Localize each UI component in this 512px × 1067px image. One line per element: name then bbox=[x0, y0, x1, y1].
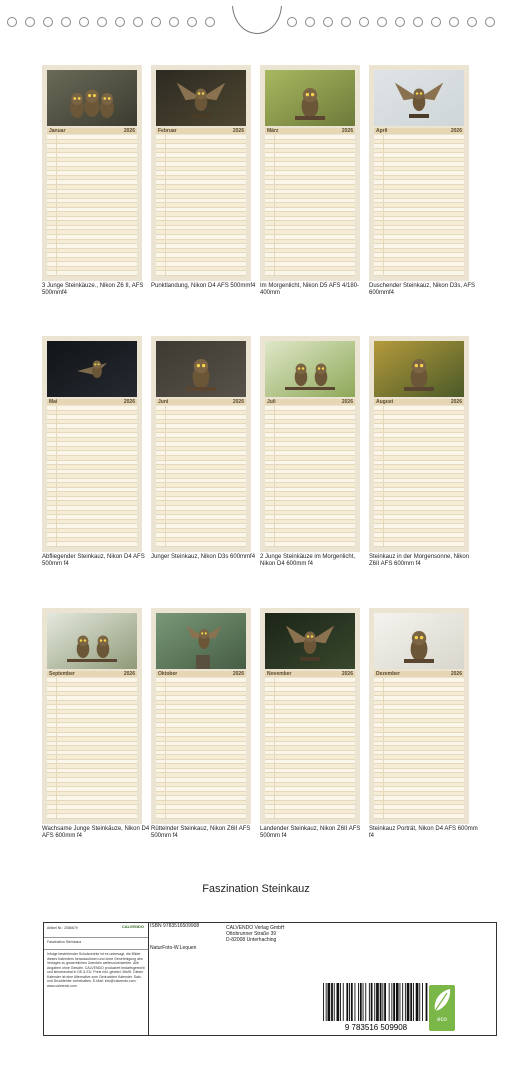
binding-hole bbox=[323, 17, 333, 27]
month-year: 2026 bbox=[123, 399, 135, 405]
month-photo bbox=[47, 341, 137, 397]
month-name: Januar bbox=[49, 128, 66, 134]
barcode-bar bbox=[405, 983, 406, 1021]
month-header bbox=[374, 671, 464, 677]
month-photo bbox=[265, 613, 355, 669]
month-name: Juli bbox=[267, 399, 276, 405]
month-frame bbox=[260, 336, 360, 552]
day-row bbox=[47, 271, 137, 276]
month-year: 2026 bbox=[450, 128, 462, 134]
photo-caption: Duschender Steinkauz, Nikon D3s, AFS 600mmf4 bbox=[369, 283, 476, 296]
day-row bbox=[374, 271, 464, 276]
day-grid bbox=[265, 135, 355, 276]
binding-hole bbox=[133, 17, 143, 27]
back-calendar-title: Faszination Steinkauz bbox=[44, 938, 148, 950]
day-row bbox=[265, 542, 355, 547]
month-name: August bbox=[376, 399, 394, 405]
photo-caption: Steinkauz in der Morgensonne, Nikon Z6II AFS 600mm f4 bbox=[369, 554, 470, 567]
binding-hole bbox=[395, 17, 405, 27]
month-header bbox=[265, 671, 355, 677]
month-frame bbox=[151, 65, 251, 281]
photographer: NaturFoto-W.Lequen bbox=[150, 944, 197, 951]
binding-hole bbox=[413, 17, 423, 27]
month-frame bbox=[151, 336, 251, 552]
back-left-column bbox=[44, 923, 149, 1035]
binding-hole bbox=[169, 17, 179, 27]
barcode-graphic bbox=[321, 981, 431, 1033]
month-photo bbox=[265, 70, 355, 126]
barcode-bar bbox=[413, 983, 414, 1021]
month-photo bbox=[265, 341, 355, 397]
owl-photo-graphic bbox=[47, 613, 137, 669]
month-header bbox=[47, 128, 137, 134]
month-name: Mai bbox=[49, 399, 58, 405]
binding-hole bbox=[7, 17, 17, 27]
photo-caption: Steinkauz Porträt, Nikon D4 AFS 600mm f4 bbox=[369, 826, 478, 839]
month-name: Oktober bbox=[158, 671, 178, 677]
barcode-bar bbox=[360, 983, 362, 1021]
publisher-address bbox=[226, 925, 285, 943]
day-row bbox=[47, 542, 137, 547]
barcode-bar bbox=[346, 983, 348, 1021]
day-grid bbox=[156, 678, 246, 819]
month-header bbox=[156, 671, 246, 677]
owl-photo-graphic bbox=[156, 70, 246, 126]
day-row bbox=[156, 814, 246, 819]
binding-hole bbox=[377, 17, 387, 27]
month-year: 2026 bbox=[232, 128, 244, 134]
month-name: März bbox=[267, 128, 279, 134]
binding-hole bbox=[431, 17, 441, 27]
month-year: 2026 bbox=[123, 671, 135, 677]
binding-hole bbox=[79, 17, 89, 27]
barcode-bar bbox=[334, 983, 335, 1021]
month-name: April bbox=[376, 128, 388, 134]
barcode-bar bbox=[326, 983, 327, 1021]
day-grid bbox=[265, 406, 355, 547]
back-middle-column bbox=[150, 923, 199, 951]
photo-caption: 3 Junge Steinkäuze., Nikon Z6 II, AFS 500mmf4 bbox=[42, 283, 144, 296]
binding-hole bbox=[187, 17, 197, 27]
binding-hole bbox=[449, 17, 459, 27]
month-photo bbox=[47, 70, 137, 126]
month-year: 2026 bbox=[123, 128, 135, 134]
month-header bbox=[156, 128, 246, 134]
day-row bbox=[47, 814, 137, 819]
month-frame bbox=[369, 336, 469, 552]
month-frame bbox=[42, 608, 142, 824]
month-year: 2026 bbox=[450, 399, 462, 405]
month-frame bbox=[260, 608, 360, 824]
barcode-bar bbox=[410, 983, 412, 1021]
owl-photo-graphic bbox=[47, 341, 137, 397]
barcode-bar bbox=[402, 983, 403, 1021]
binding-hole bbox=[467, 17, 477, 27]
photo-caption: Punktlandung, Nikon D4 AFS 500mmf4 bbox=[151, 283, 256, 289]
month-photo bbox=[156, 341, 246, 397]
barcode-bar bbox=[365, 983, 366, 1021]
barcode-bar bbox=[426, 983, 428, 1021]
barcode-bar bbox=[355, 983, 356, 1021]
photo-caption: Rüttelnder Steinkauz, Nikon Z6II AFS 500mm f4 bbox=[151, 826, 251, 839]
photo-caption: Wachsame Junge Steinkäuze, Nikon D4 AFS 600mm f4 bbox=[42, 826, 150, 839]
barcode-bar bbox=[363, 983, 364, 1021]
barcode-bar bbox=[349, 983, 350, 1021]
month-frame bbox=[369, 608, 469, 824]
owl-photo-graphic bbox=[374, 341, 464, 397]
photo-caption: Abfliegender Steinkauz, Nikon D4 AFS 500mm f4 bbox=[42, 554, 145, 567]
day-grid bbox=[47, 678, 137, 819]
photo-caption: Junger Steinkauz, Nikon D3s 600mmf4 bbox=[151, 554, 256, 560]
binding-hole bbox=[485, 17, 495, 27]
barcode-bar bbox=[337, 983, 340, 1021]
binding-strip bbox=[0, 0, 512, 40]
binding-hole bbox=[25, 17, 35, 27]
binding-hole bbox=[341, 17, 351, 27]
barcode-bar bbox=[369, 983, 370, 1021]
barcode-bar bbox=[371, 983, 373, 1021]
legal-text: Infolge bestehender Schutzrechte ist es untersagt, die Bilder dieses Kalenders herauszulösen und ohne Genehmigung des Verlages zu gewerblichen Zwecken weiterzuverwerten. Alle Angaben ohne Gewähr. CALVENDO produziert bedarfsgerecht und klimaneutral in DE & EU. Preis inkl. gesetzl. MwSt. Dieser Kalender ist eine Alternative zum Gedruckten Kalender. Satz- und Druckfehler vorbehalten. E-Mail: info@calvendo.com · www.calvendo.com bbox=[47, 952, 145, 988]
binding-hole bbox=[205, 17, 215, 27]
month-name: Dezember bbox=[376, 671, 400, 677]
barcode-bar bbox=[343, 983, 344, 1021]
barcode-bar bbox=[380, 983, 382, 1021]
publisher-city: D-82008 Unterhaching bbox=[226, 937, 277, 943]
month-year: 2026 bbox=[341, 671, 353, 677]
owl-photo-graphic bbox=[47, 70, 137, 126]
month-header bbox=[47, 399, 137, 405]
leaf-icon bbox=[429, 985, 455, 1015]
month-photo bbox=[374, 613, 464, 669]
barcode-bar bbox=[419, 983, 420, 1021]
binding-hole bbox=[43, 17, 53, 27]
photo-caption: Landender Steinkauz, Nikon Z6II AFS 500mm f4 bbox=[260, 826, 361, 839]
barcode-bar bbox=[351, 983, 353, 1021]
eco-label bbox=[429, 985, 455, 1031]
barcode-bar bbox=[389, 983, 390, 1021]
owl-photo-graphic bbox=[156, 341, 246, 397]
barcode-bar bbox=[376, 983, 379, 1021]
month-header bbox=[265, 399, 355, 405]
day-grid bbox=[265, 678, 355, 819]
isbn: ISBN 9783516509908 bbox=[150, 923, 200, 929]
barcode-bar bbox=[422, 983, 423, 1021]
month-photo bbox=[374, 341, 464, 397]
article-number: Artikel Nr.: 2086679 bbox=[47, 926, 78, 930]
month-header bbox=[265, 128, 355, 134]
month-name: September bbox=[49, 671, 75, 677]
day-row bbox=[265, 814, 355, 819]
day-row bbox=[265, 271, 355, 276]
binding-hole bbox=[287, 17, 297, 27]
month-photo bbox=[47, 613, 137, 669]
calendar-title: Faszination Steinkauz bbox=[202, 883, 310, 895]
month-header bbox=[156, 399, 246, 405]
month-header bbox=[374, 399, 464, 405]
day-grid bbox=[47, 406, 137, 547]
month-frame bbox=[260, 65, 360, 281]
binding-hole bbox=[97, 17, 107, 27]
month-year: 2026 bbox=[450, 671, 462, 677]
month-frame bbox=[42, 65, 142, 281]
month-name: Februar bbox=[158, 128, 177, 134]
month-frame bbox=[42, 336, 142, 552]
barcode bbox=[321, 981, 431, 1033]
back-cover-info bbox=[43, 922, 497, 1036]
day-grid bbox=[156, 406, 246, 547]
month-frame bbox=[369, 65, 469, 281]
publisher-street: Ottobrunner Straße 39 bbox=[226, 931, 277, 937]
barcode-bar bbox=[328, 983, 331, 1021]
photo-caption: Im Morgenlicht, Nikon D5 AFS 4/180-400mm bbox=[260, 283, 360, 296]
hanger-mask bbox=[226, 0, 286, 6]
barcode-bar bbox=[400, 983, 401, 1021]
day-grid bbox=[374, 135, 464, 276]
month-photo bbox=[374, 70, 464, 126]
owl-photo-graphic bbox=[374, 613, 464, 669]
barcode-number: 9 783516 509908 bbox=[344, 1023, 408, 1032]
barcode-bar bbox=[391, 983, 392, 1021]
month-name: November bbox=[267, 671, 292, 677]
owl-photo-graphic bbox=[265, 341, 355, 397]
publisher-logo: CALVENDO bbox=[121, 924, 144, 929]
barcode-bar bbox=[407, 983, 410, 1021]
owl-photo-graphic bbox=[374, 70, 464, 126]
day-row bbox=[374, 542, 464, 547]
day-row bbox=[374, 814, 464, 819]
binding-hole bbox=[359, 17, 369, 27]
barcode-bar bbox=[323, 983, 324, 1021]
barcode-bar bbox=[384, 983, 386, 1021]
day-row bbox=[156, 542, 246, 547]
month-header bbox=[374, 128, 464, 134]
month-name: Juni bbox=[158, 399, 169, 405]
binding-hole bbox=[61, 17, 71, 27]
eco-text: eco bbox=[437, 1017, 447, 1023]
binding-hole bbox=[115, 17, 125, 27]
binding-hole bbox=[305, 17, 315, 27]
barcode-bar bbox=[382, 983, 383, 1021]
day-grid bbox=[374, 406, 464, 547]
barcode-bar bbox=[416, 983, 419, 1021]
barcode-bar bbox=[340, 983, 341, 1021]
day-grid bbox=[156, 135, 246, 276]
month-photo bbox=[156, 70, 246, 126]
barcode-bar bbox=[374, 983, 375, 1021]
barcode-bar bbox=[396, 983, 399, 1021]
photo-caption: 2 Junge Steinkäuze im Morgenlicht, Nikon D4 600mm f4 bbox=[260, 554, 356, 567]
barcode-bar bbox=[358, 983, 359, 1021]
barcode-bar bbox=[393, 983, 395, 1021]
owl-photo-graphic bbox=[156, 613, 246, 669]
month-year: 2026 bbox=[341, 128, 353, 134]
month-header bbox=[47, 671, 137, 677]
day-grid bbox=[374, 678, 464, 819]
month-photo bbox=[156, 613, 246, 669]
publisher-name: CALVENDO Verlag GmbH bbox=[226, 925, 285, 931]
owl-photo-graphic bbox=[265, 70, 355, 126]
month-year: 2026 bbox=[232, 399, 244, 405]
month-year: 2026 bbox=[232, 671, 244, 677]
binding-hole bbox=[151, 17, 161, 27]
day-row bbox=[156, 271, 246, 276]
month-year: 2026 bbox=[341, 399, 353, 405]
month-frame bbox=[151, 608, 251, 824]
owl-photo-graphic bbox=[265, 613, 355, 669]
day-grid bbox=[47, 135, 137, 276]
barcode-bar bbox=[331, 983, 333, 1021]
